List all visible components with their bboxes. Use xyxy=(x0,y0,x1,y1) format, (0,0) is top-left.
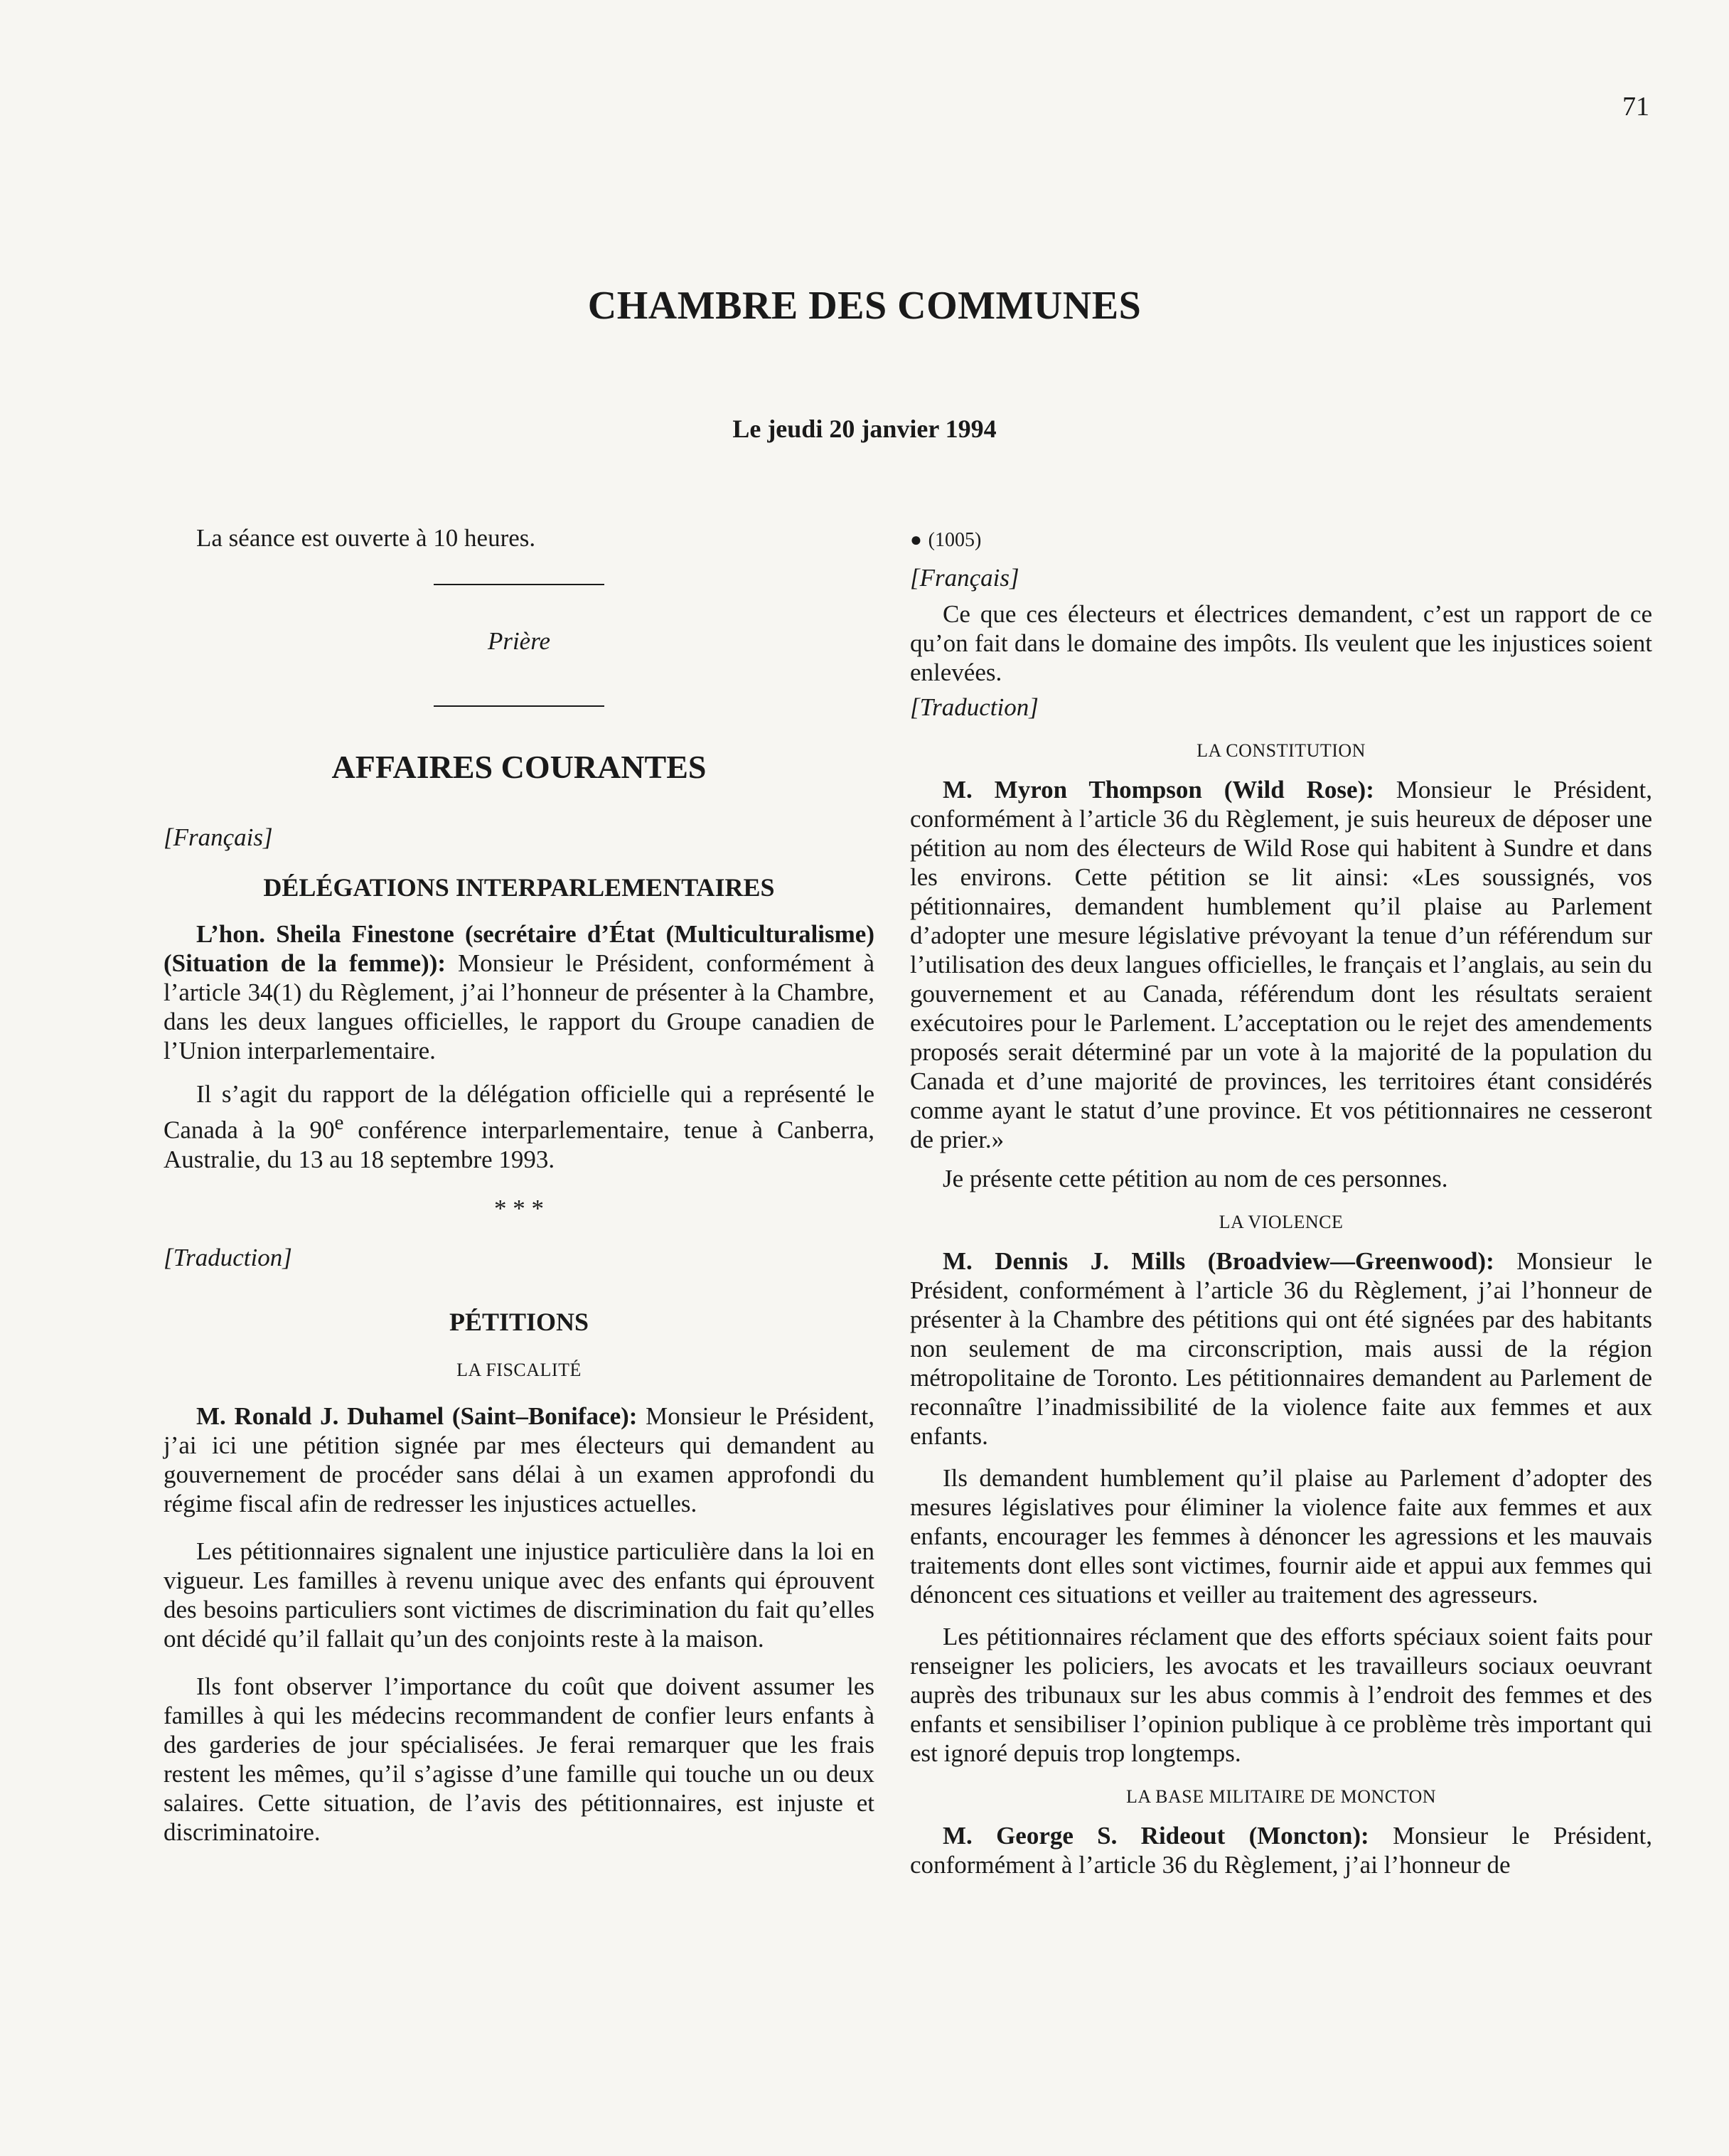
section-title-affaires: AFFAIRES COURANTES xyxy=(331,749,707,785)
page-title: CHAMBRE DES COMMUNES xyxy=(587,284,1142,328)
speech-text: Monsieur le Président, conformément à l’article 36 du Règlement, je suis heureux de déposer une pétition au nom des électeurs de Wild Rose qui habitent à Sundre et dans les environs. Cette pétition se lit ainsi: «Les soussignés, vos pétitionnaires, demandent humblement qu’il plaise au Parlement d’adopter une mesure législative prévoyant la tenue d’un référendum sur l’utilisation des deux langues officielles, le français et l’anglais, au sein du gouvernement et au Canada, référendum dont les résultats seraient exécutoires pour le Parlement. L’acceptation ou le rejet des amendements proposés serait déterminé par un vote à la majorité de la population du Canada et d’une majorité de provinces, les territoires étant considérés comme ayant le statut d’une province. Et vos pétitionnaires ne cesseront de prier.» xyxy=(910,776,1652,1153)
language-marker: [Français] xyxy=(164,823,273,851)
language-marker: [Français] xyxy=(910,564,1019,592)
speaker-name: L’hon. Sheila Finestone (secrétaire d’État (Multiculturalisme) (Situation de la femme)): xyxy=(164,920,874,977)
time-marker xyxy=(910,523,1652,555)
bullet-icon: ● xyxy=(910,529,922,551)
page-number: 71 xyxy=(1622,92,1649,122)
section-separator-stars: * * * xyxy=(494,1194,544,1222)
thompson-paragraph xyxy=(910,775,1652,1154)
section-title-petitions: PÉTITIONS xyxy=(449,1307,589,1336)
mills-paragraph xyxy=(910,1247,1652,1451)
rapport-text-b: conférence interparlementaire, tenue à Canberra, Australie, du 13 au 18 septembre 1993. xyxy=(164,1116,874,1173)
subheading-violence: LA VIOLENCE xyxy=(1219,1212,1344,1232)
humblement-paragraph: Ils demandent humblement qu’il plaise au Parlement d’adopter des mesures législatives pour éliminer la violence faite aux femmes et aux enfants, encourager les femmes à dénoncer les agressions et les mauvais traitements dont elles sont victimes, fournir aide et appui aux femmes qui dénoncent ces situations et veiller au traitement des agresseurs. xyxy=(910,1464,1652,1608)
rapport-text-a: Il s’agit du rapport de la délégation officielle qui a représenté le Canada à la 90 xyxy=(164,1080,874,1144)
speech-text: Monsieur le Président, conformément à l’article 34(1) du Règlement, j’ai l’honneur de présenter à la Chambre, dans les deux langues officielles, le rapport du Groupe canadien de l’Union interparlementaire. xyxy=(164,949,874,1064)
injustice-paragraph: Les pétitionnaires signalent une injustice particulière dans la loi en vigueur. Les familles à revenu unique avec des enfants qui éprouvent des besoins particuliers sont victimes de discrimination du fait qu’elles ont décidé qu’il fallait qu’un des conjoints reste à la maison. xyxy=(164,1537,874,1653)
speaker-name: M. Dennis J. Mills (Broadview—Greenwood): xyxy=(943,1247,1494,1275)
language-marker: [Traduction] xyxy=(164,1243,292,1271)
language-marker: [Traduction] xyxy=(910,693,1039,721)
rideout-paragraph xyxy=(910,1821,1652,1879)
efforts-paragraph: Les pétitionnaires réclament que des efforts spéciaux soient faits pour renseigner les policiers, les avocats et les travailleurs sociaux oeuvrant auprès des tribunaux sur les abus commis à l’endroit des femmes et des enfants et sensibiliser l’opinion publique à ce problème très important qui est ignoré depuis trop longtemps. xyxy=(910,1623,1652,1767)
speech-text: Monsieur le Président, conformément à l’article 36 du Règlement, j’ai l’honneur de xyxy=(910,1822,1653,1879)
rapport-paragraph xyxy=(164,1079,874,1174)
presente-paragraph: Je présente cette pétition au nom de ces personnes. xyxy=(943,1165,1448,1192)
speech-text: Monsieur le Président, j’ai ici une pétition signée par mes électeurs qui demandent au gouvernement de procéder sans délai à un examen approfondi du régime fiscal afin de redresser les injustices actuelles. xyxy=(164,1402,875,1517)
section-title-delegations: DÉLÉGATIONS INTERPARLEMENTAIRES xyxy=(263,873,775,902)
priere-heading: Prière xyxy=(487,627,551,655)
opening-paragraph: La séance est ouverte à 10 heures. xyxy=(196,524,536,552)
speaker-name: M. George S. Rideout (Moncton): xyxy=(943,1822,1369,1850)
sitting-date: Le jeudi 20 janvier 1994 xyxy=(732,415,997,443)
electeurs-paragraph: Ce que ces électeurs et électrices demandent, c’est un rapport de ce qu’on fait dans le domaine des impôts. Ils veulent que les injustices soient enlevées. xyxy=(910,600,1652,686)
subheading-fiscalite: LA FISCALITÉ xyxy=(456,1359,582,1380)
subheading-constitution: LA CONSTITUTION xyxy=(1197,740,1366,761)
finestone-paragraph xyxy=(164,919,874,1065)
speech-text: Monsieur le Président, conformément à l’article 36 du Règlement, j’ai l’honneur de présenter à la Chambre des pétitions qui ont été signées par des habitants non seulement de ma circonscription, mais aussi de la région métropolitaine de Toronto. Les pétitionnaires demandent au Parlement de reconnaître l’inadmissibilité de la violence faite aux femmes et aux enfants. xyxy=(910,1247,1652,1450)
right-column xyxy=(910,523,1652,1879)
subheading-moncton: LA BASE MILITAIRE DE MONCTON xyxy=(1125,1786,1437,1807)
speaker-name: M. Ronald J. Duhamel (Saint–Boniface): xyxy=(196,1402,638,1430)
superscript: e xyxy=(334,1111,344,1134)
duhamel-paragraph xyxy=(164,1402,874,1518)
cout-paragraph: Ils font observer l’importance du coût que doivent assumer les familles à qui les médecins recommandent de confier leurs enfants à des garderies de jour spécialisées. Je ferai remarquer que les frais restent les mêmes, qu’il s’agisse d’une famille qui touche un ou deux salaires. Cette situation, de l’avis des pétitionnaires, est injuste et discriminatoire. xyxy=(164,1672,874,1846)
time-marker-text: (1005) xyxy=(928,529,982,551)
speaker-name: M. Myron Thompson (Wild Rose): xyxy=(943,776,1374,804)
left-column xyxy=(164,523,874,1847)
